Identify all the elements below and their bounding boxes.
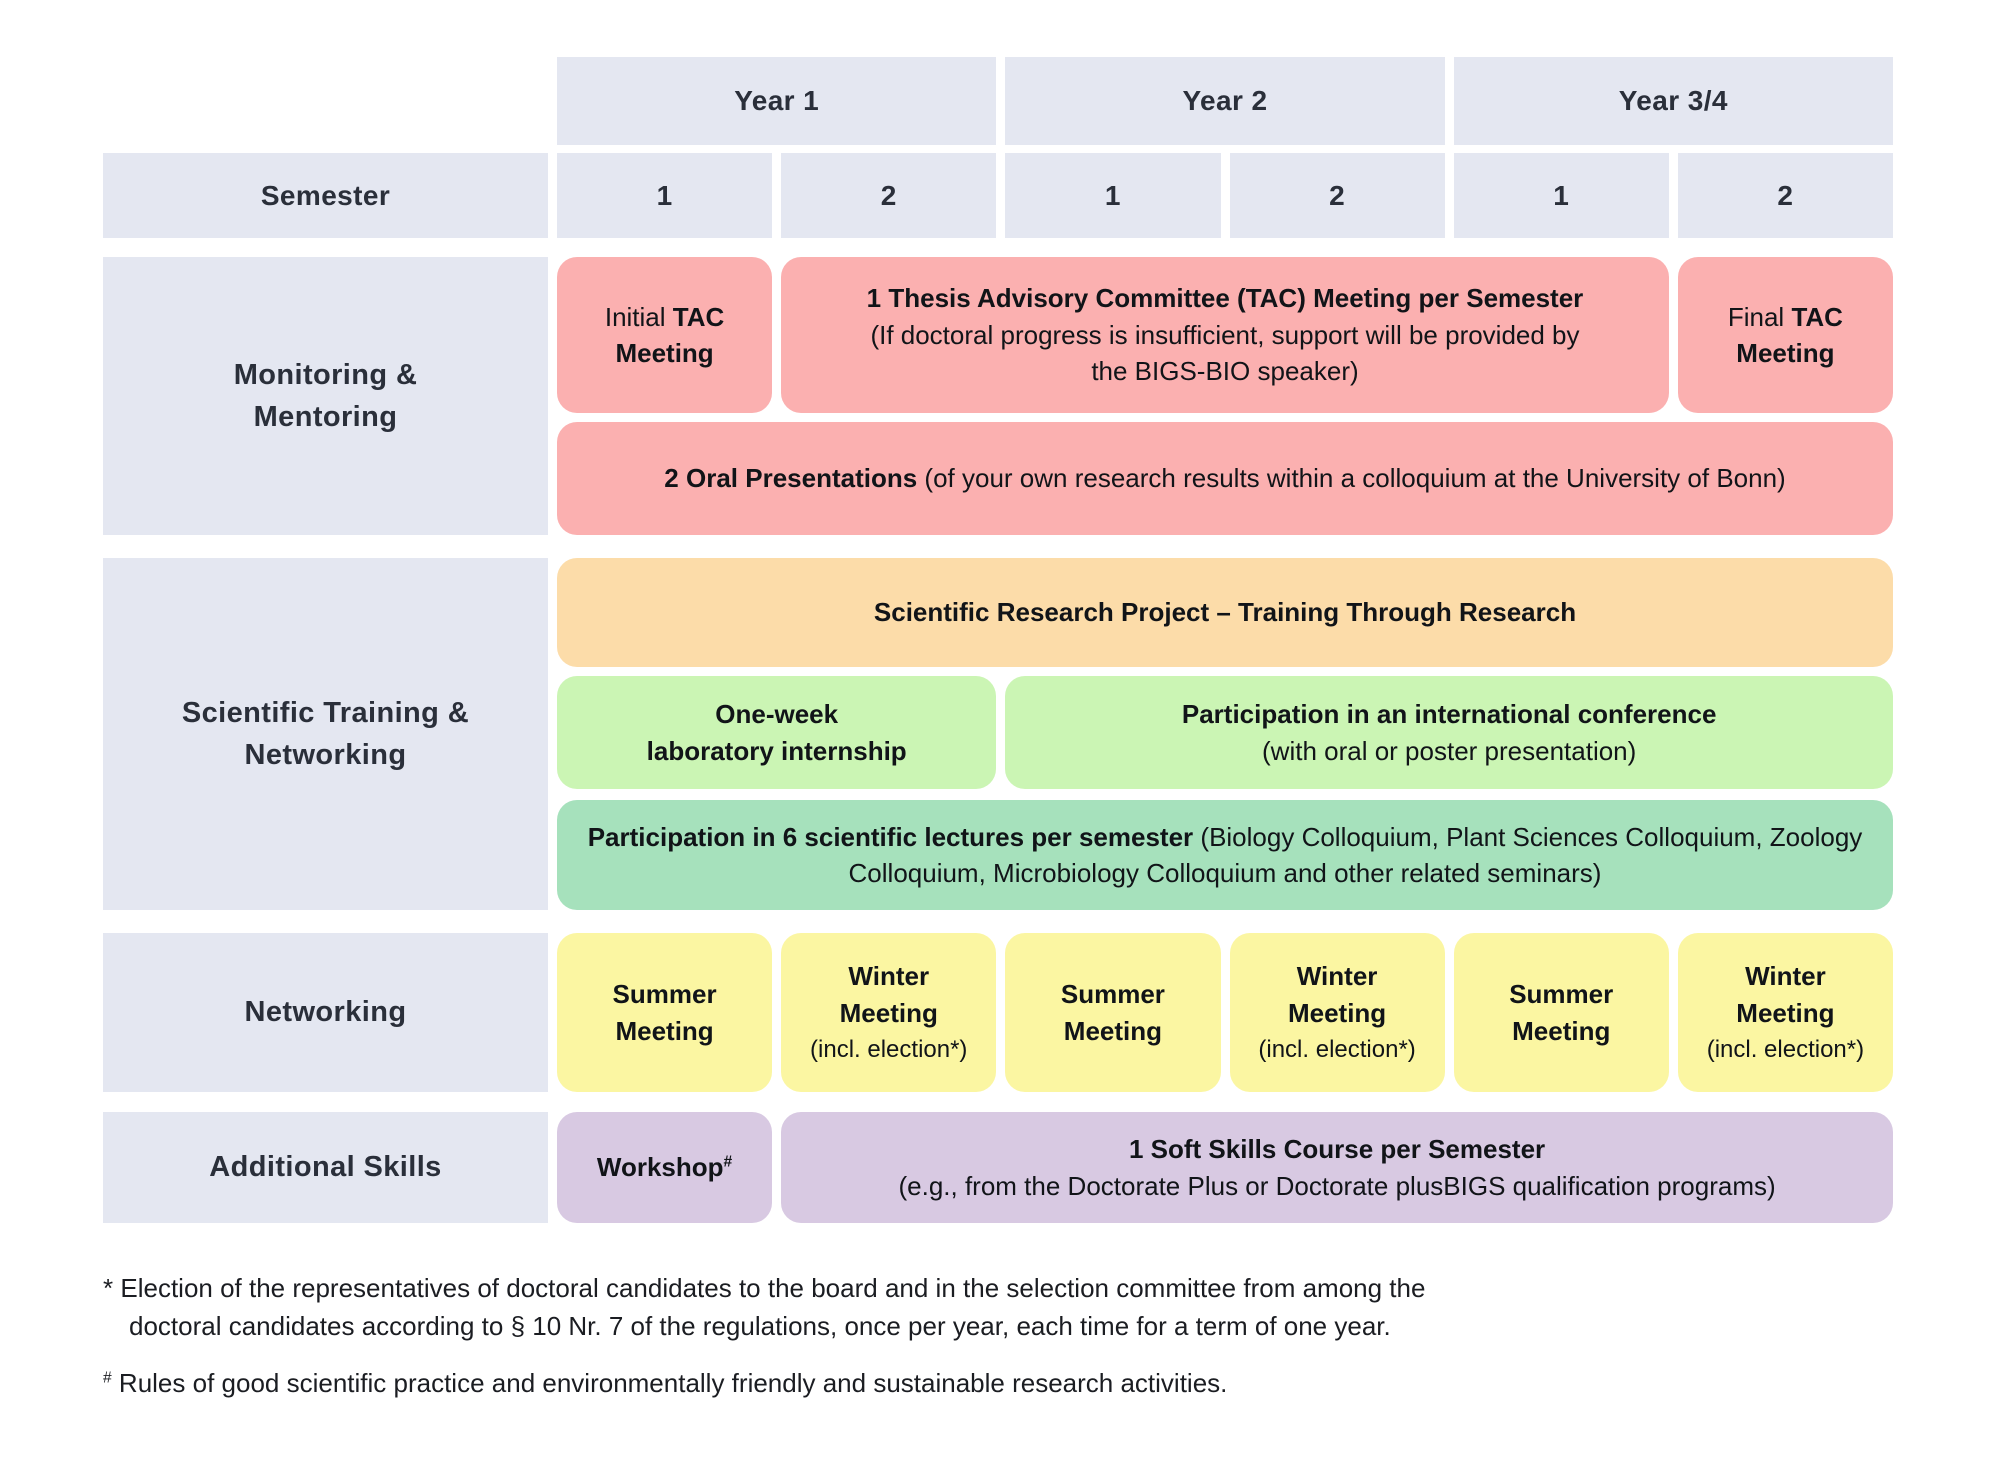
- semester-1-y34: 1: [1454, 153, 1669, 238]
- cell-text-normal: Initial: [604, 301, 666, 332]
- cell-tac-meeting-per-semester: [781, 257, 1669, 413]
- cell-text: [664, 460, 1785, 496]
- cell-text-bold: Summer Meeting: [1060, 979, 1165, 1046]
- label-additional-skills: Additional Skills: [103, 1112, 548, 1223]
- year-3-4-header: Year 3/4: [1454, 57, 1893, 145]
- cell-initial-tac-meeting: [557, 257, 772, 413]
- year-2-header: Year 2: [1005, 57, 1444, 145]
- cell-soft-skills-course: [781, 1112, 1893, 1223]
- cell-scientific-research-project: [557, 558, 1893, 667]
- hash-marker: #: [103, 1369, 112, 1387]
- cell-winter-meeting-2: [1230, 933, 1445, 1092]
- cell-text-bold: Winter Meeting: [1736, 961, 1835, 1028]
- cell-text-normal: Final: [1727, 301, 1785, 332]
- cell-text-normal: (incl. election*): [810, 1036, 968, 1064]
- year-1-header: Year 1: [557, 57, 996, 145]
- asterisk-marker: *: [103, 1273, 114, 1303]
- cell-text-bold: Summer Meeting: [1509, 979, 1614, 1046]
- cell-text-bold: Workshop: [596, 1152, 724, 1183]
- cell-text-bold: 1 Thesis Advisory Committee (TAC) Meeting per Semester: [866, 283, 1584, 314]
- cell-text: [1699, 299, 1871, 372]
- cell-text: [569, 819, 1881, 892]
- cell-oral-presentations: [557, 422, 1893, 535]
- label-monitoring-mentoring: [103, 257, 548, 535]
- footnote-text: Rules of good scientific practice and environmentally friendly and sustainable research activities.: [118, 1368, 1228, 1399]
- footnote-text: Election of the representatives of doctoral candidates to the board and in the selection committee from among the doctoral candidates according to § 10 Nr. 7 of the regulations, once per year, each time for a term of one year.: [120, 1273, 1426, 1341]
- cell-text-normal: (with oral or poster presentation): [1262, 735, 1637, 766]
- cell-text-bold: TAC Meeting: [1736, 301, 1843, 368]
- semester-2-y2: 2: [1230, 153, 1445, 238]
- cell-summer-meeting-3: [1454, 933, 1669, 1092]
- program-schedule-table: [103, 57, 1893, 1223]
- label-line: Mentoring: [253, 401, 398, 433]
- cell-text-bold: Winter Meeting: [1287, 961, 1387, 1028]
- cell-text-bold: #: [723, 1153, 733, 1171]
- cell-text-bold: Scientific Research Project – Training Through Research: [873, 597, 1577, 628]
- footnote-election: [103, 1270, 1443, 1345]
- workshop-footnote-marker: [724, 1154, 733, 1171]
- cell-workshop: [557, 1112, 772, 1223]
- semester-2-y34: 2: [1678, 153, 1893, 238]
- label-line: Networking: [244, 739, 407, 771]
- cell-laboratory-internship: [557, 676, 996, 789]
- cell-text-normal: (If doctoral progress is insufficient, support will be provided by the BIGS-BIO speaker): [870, 319, 1580, 387]
- cell-text-normal: (incl. election*): [1258, 1036, 1416, 1064]
- label-line: Monitoring &: [233, 358, 418, 391]
- cell-text-bold: Participation in 6 scientific lectures per semester: [587, 821, 1194, 852]
- cell-text-bold: TAC Meeting: [615, 301, 725, 368]
- cell-international-conference: [1005, 676, 1893, 789]
- label-line: Scientific Training &: [181, 696, 470, 729]
- cell-text-bold: Summer Meeting: [612, 979, 717, 1046]
- semester-2-y1: 2: [781, 153, 996, 238]
- label-scientific-training-networking: [103, 558, 548, 910]
- semester-1-y1: 1: [557, 153, 772, 238]
- cell-text-bold: Winter Meeting: [839, 961, 938, 1028]
- cell-text-bold: One-week: [715, 699, 839, 730]
- cell-final-tac-meeting: [1678, 257, 1893, 413]
- cell-text-normal: (e.g., from the Doctorate Plus or Doctorate plusBIGS qualification programs): [898, 1170, 1776, 1201]
- cell-text-bold: laboratory internship: [646, 735, 907, 766]
- cell-text-bold: 1 Soft Skills Course per Semester: [1128, 1134, 1546, 1165]
- cell-text-normal: (of your own research results within a colloquium at the University of Bonn): [924, 463, 1786, 494]
- cell-text: [579, 299, 751, 372]
- semester-row-label: Semester: [103, 153, 548, 238]
- cell-winter-meeting-1: [781, 933, 996, 1092]
- semester-1-y2: 1: [1005, 153, 1220, 238]
- cell-winter-meeting-3: [1678, 933, 1893, 1092]
- cell-text-bold: Participation in an international conference: [1181, 699, 1717, 730]
- cell-text-normal: (Biology Colloquium, Plant Sciences Colloquium, Zoology Colloquium, Microbiology Colloquium and other related seminars): [848, 821, 1863, 888]
- cell-text-normal: (incl. election*): [1706, 1036, 1865, 1064]
- footnote-rules: [103, 1365, 1443, 1403]
- cell-scientific-lectures: [557, 800, 1893, 910]
- cell-summer-meeting-2: [1005, 933, 1220, 1092]
- cell-text-bold: 2 Oral Presentations: [664, 463, 918, 494]
- cell-summer-meeting-1: [557, 933, 772, 1092]
- label-networking: Networking: [103, 933, 548, 1092]
- footnotes: [103, 1270, 1503, 1403]
- cell-text: [597, 1149, 732, 1185]
